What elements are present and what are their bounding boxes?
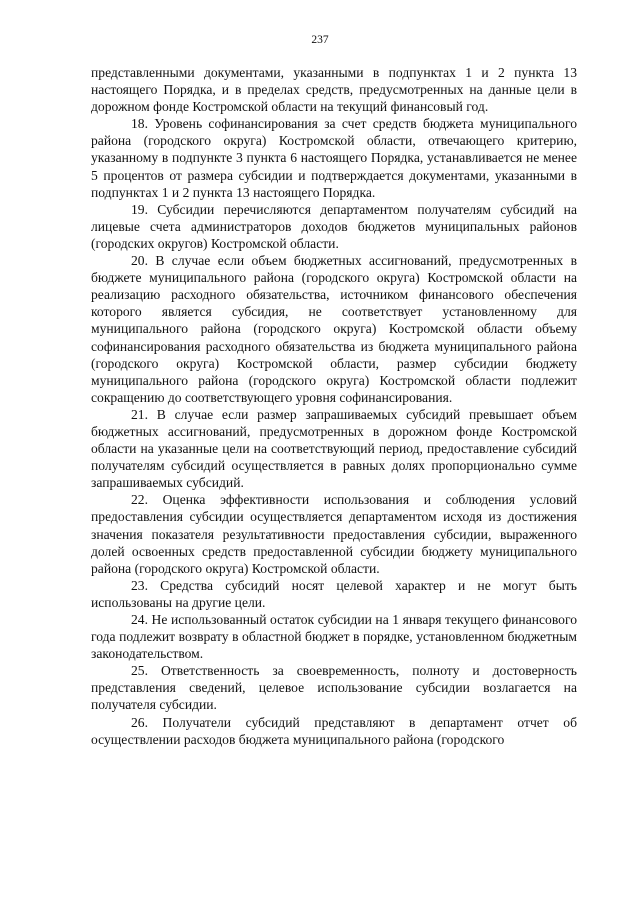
page-number: 237	[311, 34, 329, 46]
paragraph-19: 19. Субсидии перечисляются департаментом получателям субсидий на лицевые счета администраторов доходов бюджетов муниципальных районов (городских округов) Костромской области.	[91, 201, 577, 251]
paragraph-24: 24. Не использованный остаток субсидии на 1 января текущего финансового года подлежит возврату в областной бюджет в порядке, установленном бюджетным законодательством.	[91, 612, 577, 662]
paragraph-26: 26. Получатели субсидий представляют в департамент отчет об осуществлении расходов бюджета муниципального района (городского	[91, 714, 577, 747]
paragraph-22: 22. Оценка эффективности использования и соблюдения условий предоставления субсидии осуществляется департаментом исходя из достижения значения показателя результативности предоставления субсидии, выраженного долей освоенных средств предоставленной субсидии бюджету муниципального района (городского округа) Костромской области.	[91, 492, 577, 576]
paragraph-18: 18. Уровень софинансирования за счет средств бюджета муниципального района (городского округа) Костромской области, отвечающего критерию, указанному в подпункте 3 пункта 6 настоящего Порядка, устанавливается не менее 5 процентов от размера субсидии и подтверждается документами, указанными в подпунктах 1 и 2 пункта 13 настоящего Порядка.	[91, 116, 577, 200]
document-body	[91, 64, 577, 748]
paragraph-25: 25. Ответственность за своевременность, полноту и достоверность представления сведений, целевое использование субсидии возлагается на получателя субсидии.	[91, 663, 577, 713]
paragraph-20: 20. В случае если объем бюджетных ассигнований, предусмотренных в бюджете муниципального района (городского округа) Костромской области на реализацию расходного обязательства, источником финансового обеспечения которого является субсидия, не соответствует установленному для муниципального района (городского округа) Костромской области объему софинансирования расходного обязательства из бюджета муниципального района (городского округа) Костромской области, размер субсидии бюджету муниципального района (городского округа) Костромской области подлежит сокращению до соответствующего уровня софинансирования.	[91, 253, 577, 405]
paragraph-continuation: представленными документами, указанными в подпунктах 1 и 2 пункта 13 настоящего Порядка, и в пределах средств, предусмотренных на данные цели в дорожном фонде Костромской области на текущий финансовый год.	[91, 65, 577, 115]
paragraph-23: 23. Средства субсидий носят целевой характер и не могут быть использованы на другие цели.	[91, 577, 577, 610]
paragraph-21: 21. В случае если размер запрашиваемых субсидий превышает объем бюджетных ассигнований, предусмотренных в дорожном фонде Костромской области на указанные цели на соответствующий период, предоставление субсидий получателям субсидий осуществляется в равных долях пропорционально сумме запрашиваемых субсидий.	[91, 406, 577, 491]
